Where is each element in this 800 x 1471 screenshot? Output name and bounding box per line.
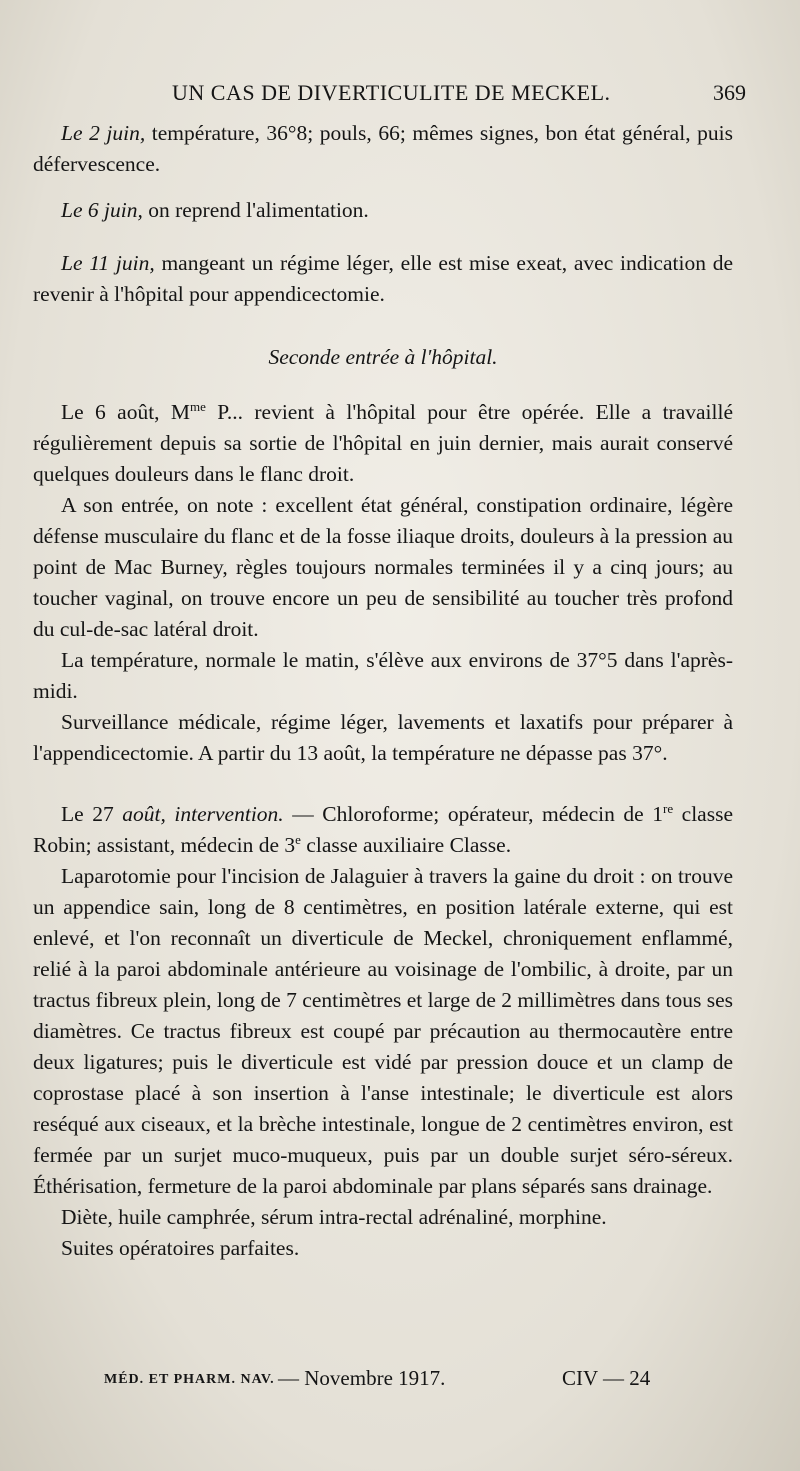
- paragraph-text: classe Robin; assistant, médecin de 3: [33, 802, 733, 857]
- superscript: re: [663, 801, 674, 816]
- paragraph-text: Le 6 août, M: [61, 400, 191, 424]
- paragraph: Suites opératoires parfaites.: [61, 1236, 300, 1260]
- page-body: [33, 118, 733, 1264]
- paragraph-text: classe auxiliaire Classe.: [300, 833, 512, 857]
- intervention-italic: août, intervention.: [122, 802, 284, 826]
- page-header: [60, 80, 746, 116]
- paragraph: Diète, huile camphrée, sérum intra-rectal adrénaliné, morphine.: [61, 1205, 607, 1229]
- paragraph: [33, 799, 733, 861]
- paragraph: Laparotomie pour l'incision de Jalaguier à travers la gaine du droit : on trouve un appendice sain, long de 8 centimètres, en position latérale externe, qui est enlevé, et l'on reconnaît un diverticule de Meckel, chroniquement enflammé, relié à la paroi abdominale antérieure au voisinage de l'ombilic, à droite, par un tractus fibreux plein, long de 7 centimètres et large de 2 millimètres dans tous ses diamètres. Ce tractus fibreux est coupé par précaution au thermocautère entre deux ligatures; puis le diverticule est vidé par pression douce et un clamp de coprostase placé à son insertion à l'anse intestinale; le diverticule est alors reséqué aux ciseaux, et la brèche intestinale, longue de 2 centimètres environ, est fermée par un surjet muco-muqueux, puis par un double surjet séro-séreux. Éthérisation, fermeture de la paroi abdominale par plans séparés sans drainage.: [33, 864, 733, 1198]
- paragraph-text: Le 27: [61, 802, 123, 826]
- paragraph: Surveillance médicale, régime léger, lavements et laxatifs pour préparer à l'appendicectomie. A partir du 13 août, la température ne dépasse pas 37°.: [33, 710, 733, 765]
- paragraph-text: on reprend l'alimentation.: [142, 198, 369, 222]
- running-title: UN CAS DE DIVERTICULITE DE MECKEL.: [172, 80, 611, 105]
- page-footer: [104, 1366, 704, 1396]
- footer-journal: MÉD. ET PHARM. NAV.: [104, 1372, 275, 1387]
- page-number: 369: [713, 80, 746, 105]
- paragraph-text: — Chloroforme; opérateur, médecin de 1: [283, 802, 663, 826]
- footer-date: — Novembre 1917.: [278, 1366, 446, 1390]
- paragraph-text: température, 36°8; pouls, 66; mêmes signes, bon état général, puis défervescence.: [33, 121, 733, 176]
- section-heading: Seconde entrée à l'hôpital.: [268, 345, 498, 369]
- superscript: e: [295, 832, 301, 847]
- superscript: me: [190, 399, 206, 414]
- paragraph: La température, normale le matin, s'élève aux environs de 37°5 dans l'après-midi.: [33, 648, 733, 703]
- footer-signature: CIV — 24: [562, 1366, 651, 1390]
- date-italic: Le 6 juin,: [61, 198, 143, 222]
- paragraph: [33, 248, 733, 310]
- date-italic: Le 2 juin,: [61, 121, 146, 145]
- paragraph-text: P... revient à l'hôpital pour être opérée. Elle a travaillé régulièrement depuis sa sortie de l'hôpital en juin dernier, mais aurait conservé quelques douleurs dans le flanc droit.: [33, 400, 733, 486]
- paragraph: [33, 118, 733, 180]
- paragraph: [33, 397, 733, 490]
- paragraph: A son entrée, on note : excellent état général, constipation ordinaire, légère défense musculaire du flanc et de la fosse iliaque droits, douleurs à la pression au point de Mac Burney, règles toujours normales terminées il y a cinq jours; au toucher vaginal, on trouve encore un peu de sensibilité au toucher très profond du cul-de-sac latéral droit.: [33, 493, 733, 641]
- paragraph: [33, 195, 733, 226]
- paragraph-text: mangeant un régime léger, elle est mise exeat, avec indication de revenir à l'hôpital pour appendicectomie.: [33, 251, 733, 306]
- date-italic: Le 11 juin,: [61, 251, 155, 275]
